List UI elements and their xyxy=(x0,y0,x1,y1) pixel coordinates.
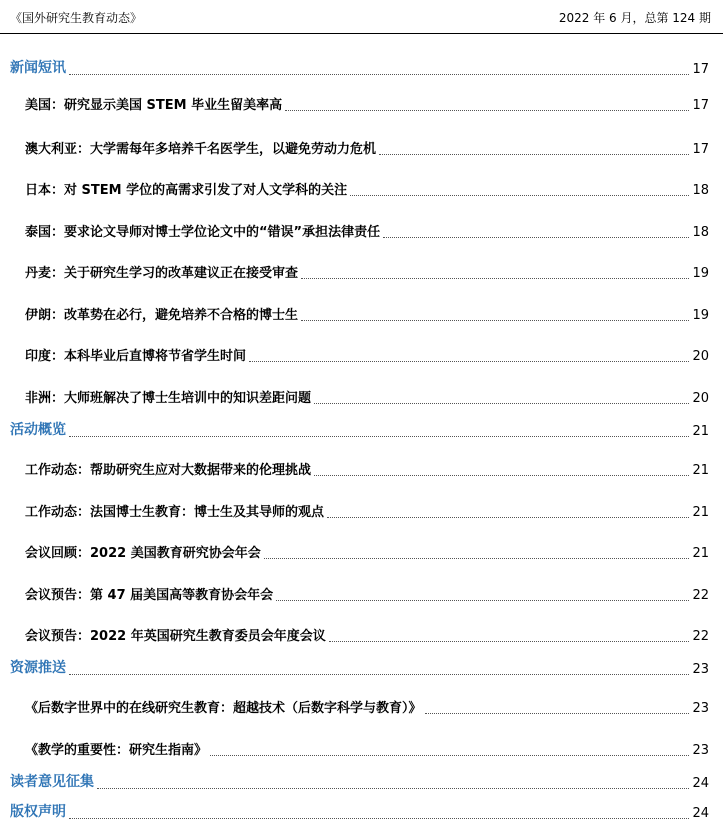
toc-page-number: 17 xyxy=(692,142,709,157)
toc-page-number: 21 xyxy=(692,463,709,478)
toc-label: 日本：对 STEM 学位的高需求引发了对人文学科的关注 xyxy=(25,183,348,198)
toc-section[interactable] xyxy=(0,803,723,823)
toc-entry[interactable] xyxy=(0,139,723,159)
toc-page-number: 22 xyxy=(692,588,709,603)
dot-leader xyxy=(264,558,690,559)
toc-page-number: 17 xyxy=(692,98,709,113)
toc-entry[interactable] xyxy=(0,543,723,563)
toc-section[interactable] xyxy=(0,59,723,79)
toc-label: 《后数字世界中的在线研究生教育：超越技术（后数字科学与教育）》 xyxy=(25,701,422,716)
toc-label: 会议预告：第 47 届美国高等教育协会年会 xyxy=(25,588,274,603)
toc-page-number: 23 xyxy=(692,743,709,758)
toc-entry[interactable] xyxy=(0,388,723,408)
dot-leader xyxy=(69,436,689,437)
toc-page-number: 24 xyxy=(692,776,709,791)
toc-label: 印度：本科毕业后直博将节省学生时间 xyxy=(25,349,247,364)
toc-page-number: 21 xyxy=(692,424,709,439)
dot-leader xyxy=(301,278,689,279)
toc-page-number: 20 xyxy=(692,349,709,364)
issue-info: 2022 年 6 月，总第 124 期 xyxy=(558,11,711,25)
dot-leader xyxy=(69,674,689,675)
dot-leader xyxy=(314,403,689,404)
toc-page-number: 21 xyxy=(692,546,709,561)
dot-leader xyxy=(379,154,689,155)
toc-section[interactable] xyxy=(0,421,723,441)
toc-entry[interactable] xyxy=(0,263,723,283)
toc-label: 读者意见征集 xyxy=(10,774,94,790)
toc-page-number: 24 xyxy=(692,806,709,821)
toc-page-number: 20 xyxy=(692,391,709,406)
dot-leader xyxy=(327,517,689,518)
toc-page-number: 21 xyxy=(692,505,709,520)
toc-label: 工作动态：法国博士生教育：博士生及其导师的观点 xyxy=(25,505,325,520)
dot-leader xyxy=(97,788,689,789)
toc-entry[interactable] xyxy=(0,626,723,646)
toc-label: 会议预告：2022 年英国研究生教育委员会年度会议 xyxy=(25,629,326,644)
toc-entry[interactable] xyxy=(0,502,723,522)
toc-page-number: 17 xyxy=(692,62,709,77)
toc-label: 美国：研究显示美国 STEM 毕业生留美率高 xyxy=(25,98,283,113)
toc-page-number: 19 xyxy=(692,308,709,323)
toc-label: 《教学的重要性：研究生指南》 xyxy=(25,743,208,758)
dot-leader xyxy=(69,74,689,75)
toc-entry[interactable] xyxy=(0,740,723,760)
toc-page-number: 23 xyxy=(692,701,709,716)
toc-label: 非洲：大师班解决了博士生培训中的知识差距问题 xyxy=(25,391,312,406)
toc-page-number: 18 xyxy=(692,225,709,240)
dot-leader xyxy=(350,195,689,196)
toc-entry[interactable] xyxy=(0,222,723,242)
dot-leader xyxy=(425,713,690,714)
toc-entry[interactable] xyxy=(0,460,723,480)
toc-label: 会议回顾：2022 美国教育研究协会年会 xyxy=(25,546,261,561)
toc-entry[interactable] xyxy=(0,95,723,115)
toc-label: 新闻短讯 xyxy=(10,60,66,76)
dot-leader xyxy=(69,818,689,819)
dot-leader xyxy=(301,320,689,321)
dot-leader xyxy=(285,110,689,111)
toc-label: 澳大利亚：大学需每年多培养千名医学生，以避免劳动力危机 xyxy=(25,142,377,157)
page-header xyxy=(0,0,723,34)
toc-entry[interactable] xyxy=(0,180,723,200)
toc-section[interactable] xyxy=(0,659,723,679)
dot-leader xyxy=(329,641,690,642)
toc-entry[interactable] xyxy=(0,305,723,325)
toc-page-number: 22 xyxy=(692,629,709,644)
publication-title: 《国外研究生教育动态》 xyxy=(10,11,143,25)
toc-page-number: 18 xyxy=(692,183,709,198)
dot-leader xyxy=(210,755,689,756)
toc-label: 丹麦：关于研究生学习的改革建议正在接受审查 xyxy=(25,266,299,281)
toc-entry[interactable] xyxy=(0,698,723,718)
toc-label: 工作动态：帮助研究生应对大数据带来的伦理挑战 xyxy=(25,463,312,478)
toc-section[interactable] xyxy=(0,773,723,793)
toc-entry[interactable] xyxy=(0,585,723,605)
toc-page-number: 19 xyxy=(692,266,709,281)
dot-leader xyxy=(314,475,689,476)
toc-page-number: 23 xyxy=(692,662,709,677)
toc-label: 泰国：要求论文导师对博士学位论文中的“错误”承担法律责任 xyxy=(25,225,381,240)
toc-entry[interactable] xyxy=(0,346,723,366)
dot-leader xyxy=(276,600,689,601)
toc-label: 版权声明 xyxy=(10,804,66,820)
toc-label: 伊朗：改革势在必行，避免培养不合格的博士生 xyxy=(25,308,299,323)
dot-leader xyxy=(249,361,689,362)
dot-leader xyxy=(383,237,689,238)
toc-label: 资源推送 xyxy=(10,660,66,676)
toc-label: 活动概览 xyxy=(10,422,66,438)
